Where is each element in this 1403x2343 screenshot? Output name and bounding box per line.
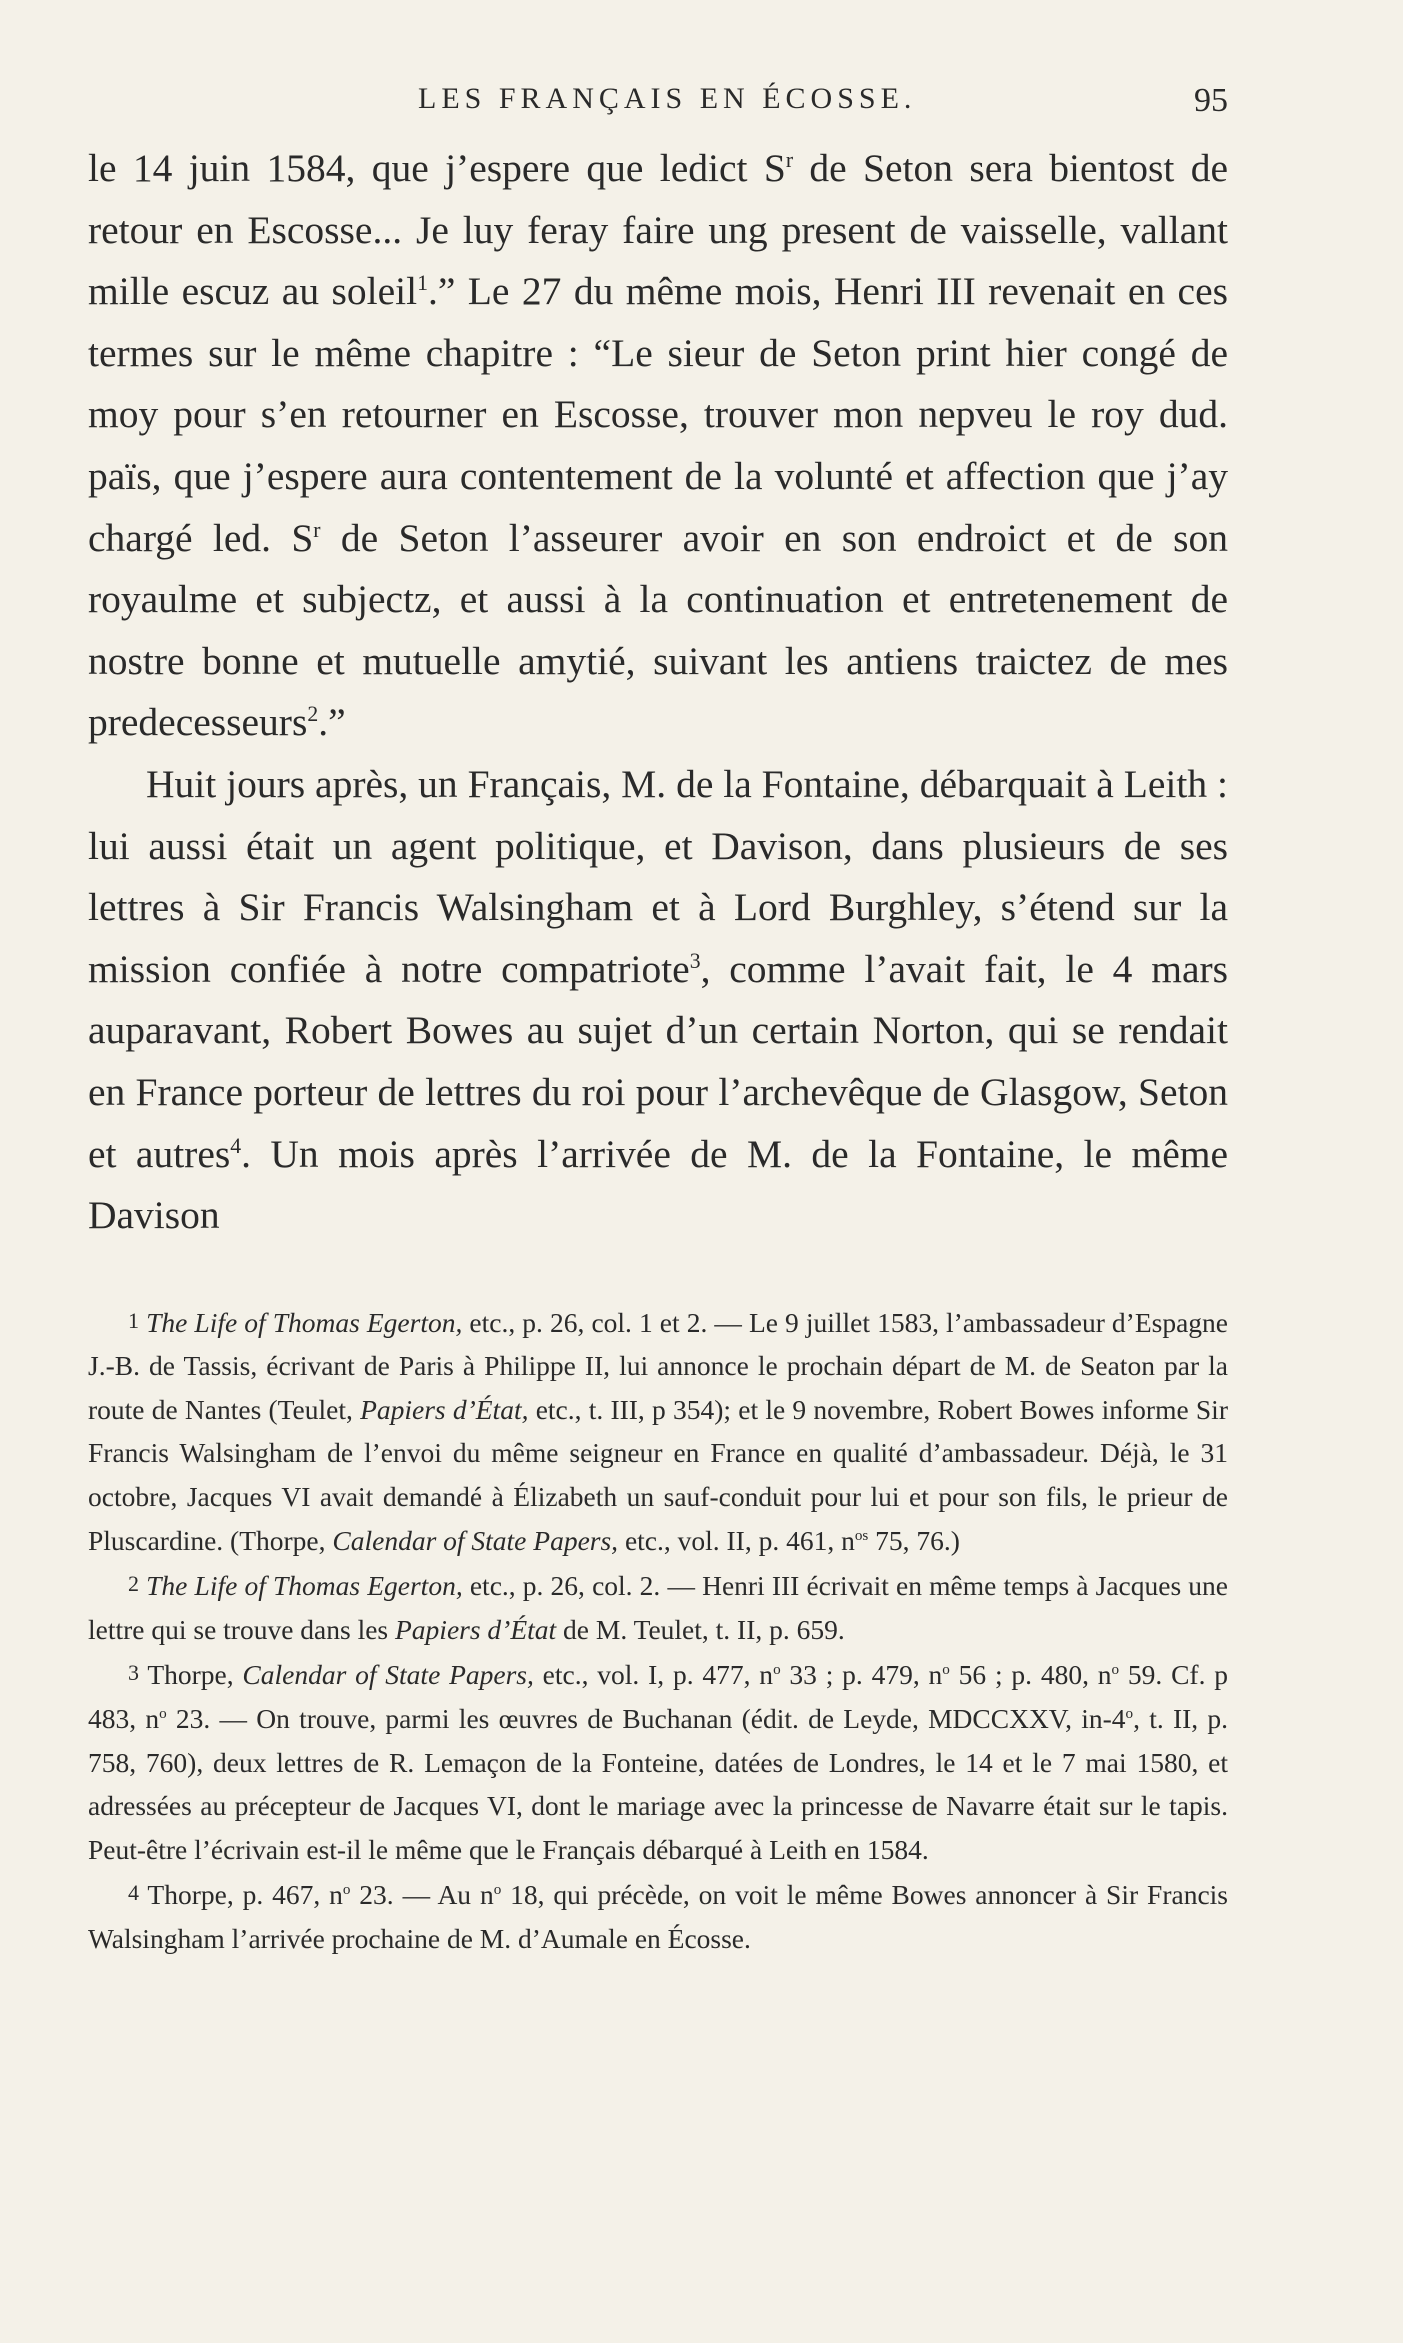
page-header bbox=[88, 82, 1228, 138]
footnote-ref-4: 4 bbox=[230, 1133, 242, 1158]
footnote-ref-1: 1 bbox=[417, 271, 428, 296]
footnote-ref-3: 3 bbox=[689, 948, 701, 973]
footnote-1: 1 The Life of Thomas Egerton, etc., p. 26, col. 1 et 2. — Le 9 juillet 1583, l’ambassadeur d’Espagne J.-B. de Tassis, écrivant de Paris à Philippe II, lui annonce le prochain départ de M. de Seaton par la route de Nantes (Teulet, Papiers d’État, etc., t. III, p 354); et le 9 novembre, Robert Bowes informe Sir Francis Walsingham de l’envoi du même seigneur en France en qualité d’ambassadeur. Déjà, le 31 octobre, Jacques VI avait demandé à Élizabeth un sauf-conduit pour lui et pour son fils, le prieur de Pluscardine. (Thorpe, Calendar of State Papers, etc., vol. II, p. 461, $n^{os}$ 75, 76.) bbox=[88, 1306, 1229, 1556]
main-text bbox=[88, 138, 1228, 1247]
page-number: 95 bbox=[1194, 82, 1228, 119]
book-page bbox=[88, 82, 1228, 1961]
footnote-3: 3 Thorpe, Calendar of State Papers, etc., vol. I, p. 477, $n^o$ 33 ; p. 479, $n^o$ 56 ; p. 480, $n^o$ 59. Cf. p 483, $n^o$ 23. — On trouve, parmi les œuvres de Buchanan (édit. de Leyde, MDCCXXV, in-4$^o$, t. II, p. 758, 760), deux lettres de R. Lemaçon de la Fonteine, datées de Londres, le 14 et le 7 mai 1580, et adressées au précepteur de Jacques VI, dont le mariage avec la princesse de Navarre était sur le tapis. Peut-être l’écrivain est-il le même que le Français débarqué à Leith en 1584. bbox=[88, 1659, 1229, 1865]
paragraph-2: Huit jours après, un Français, M. de la Fontaine, débarquait à Leith : lui aussi était un agent politique, et Davison, dans plusieurs de ses lettres à Sir Francis Walsingham et à Lord Burghley, s’étend sur la mission confiée à notre compatriote$^3$, comme l’avait fait, le 4 mars auparavant, Robert Bowes au sujet d’un certain Norton, qui se rendait en France porteur de lettres du roi pour l’archevêque de Glasgow, Seton et autres$^4$. Un mois après l’arrivée de M. de la Fontaine, le même Davison bbox=[88, 761, 1229, 1238]
footnote-4: 4 Thorpe, p. 467, $n^o$ 23. — Au $n^o$ 18, qui précède, on voit le même Bowes annoncer à Sir Francis Walsingham l’arrivée prochaine de M. d’Aumale en Écosse. bbox=[88, 1879, 1228, 1954]
footnote-ref-2: 2 bbox=[307, 702, 319, 727]
paragraph-1: le 14 juin 1584, que j’espere que ledict $S^r$ de Seton sera bientost de retour en Escosse... Je luy feray faire ung present de vaisselle, vallant mille escuz au soleil$^1$.” Le 27 du même mois, Henri III revenait en ces termes sur le même chapitre : “Le sieur de Seton print hier congé de moy pour s’en retourner en Escosse, trouver mon nepveu le roy dud. païs, que j’espere aura contentement de la volunté et affection que j’ay chargé led. $S^r$ de Seton l’asseurer avoir en son endroict et de son royaulme et subjectz, et aussi à la continuation et entretenement de nostre bonne et mutuelle amytié, suivant les antiens traictez de mes predecesseurs$^2$.” bbox=[88, 146, 1228, 745]
footnotes bbox=[88, 1299, 1228, 1961]
running-title: LES FRANÇAIS EN ÉCOSSE. bbox=[418, 82, 917, 115]
footnote-2: 2 The Life of Thomas Egerton, etc., p. 26, col. 2. — Henri III écrivait en même temps à Jacques une lettre qui se trouve dans les Papiers d’État de M. Teulet, t. II, p. 659. bbox=[88, 1570, 1229, 1645]
